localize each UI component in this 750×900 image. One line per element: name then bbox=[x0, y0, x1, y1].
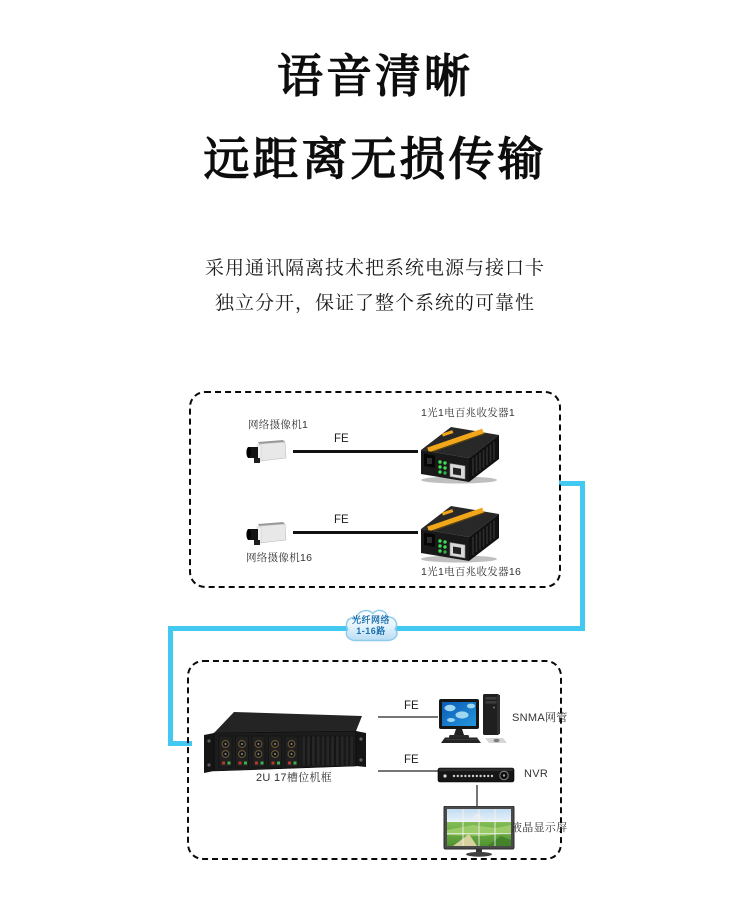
camera1-label: 网络摄像机1 bbox=[248, 419, 309, 431]
fiber-link-segment bbox=[580, 481, 585, 631]
nvr-fe-label: FE bbox=[404, 754, 419, 766]
fe-label-1: FE bbox=[334, 433, 349, 445]
video-wall-icon bbox=[443, 806, 515, 858]
desktop-pc-icon bbox=[437, 692, 511, 744]
nms-label: SNMA网管 bbox=[512, 712, 568, 724]
fiber-link-segment bbox=[168, 626, 173, 746]
nms-link-line bbox=[378, 716, 438, 718]
camera-side-diagram-box bbox=[189, 391, 561, 588]
cloud-label-line1: 光纤网络 bbox=[351, 615, 390, 625]
subtitle-line1: 采用通讯隔离技术把系统电源与接口卡 bbox=[204, 258, 545, 279]
nvr-link-line bbox=[378, 770, 438, 772]
camera-icon bbox=[246, 521, 290, 548]
nvr-recorder-icon bbox=[437, 764, 515, 785]
display-label: 液晶显示屏 bbox=[511, 822, 568, 834]
headline-line1: 语音清晰 bbox=[277, 50, 473, 102]
camera-icon bbox=[246, 439, 290, 466]
network-cloud-icon bbox=[341, 604, 401, 646]
fe-link-line-1 bbox=[293, 450, 418, 453]
nvr-display-line bbox=[476, 785, 478, 808]
media-converter-icon bbox=[415, 501, 503, 563]
camera16-label: 网络摄像机16 bbox=[246, 552, 313, 564]
nms-fe-label: FE bbox=[404, 700, 419, 712]
fe-label-2: FE bbox=[334, 514, 349, 526]
rack-chassis-icon bbox=[202, 703, 368, 775]
subtitle-line2: 独立分开，保证了整个系统的可靠性 bbox=[214, 293, 535, 314]
transceiver1-label: 1光1电百兆收发器1 bbox=[421, 407, 516, 419]
nvr-label: NVR bbox=[524, 768, 549, 780]
cloud-label-line2: 1-16路 bbox=[356, 625, 386, 636]
fe-link-line-2 bbox=[293, 531, 418, 534]
transceiver16-label: 1光1电百兆收发器16 bbox=[421, 566, 522, 578]
headline-line2: 远距离无损传输 bbox=[203, 133, 547, 185]
media-converter-icon bbox=[415, 422, 503, 484]
chassis-label: 2U 17槽位机框 bbox=[256, 772, 333, 784]
